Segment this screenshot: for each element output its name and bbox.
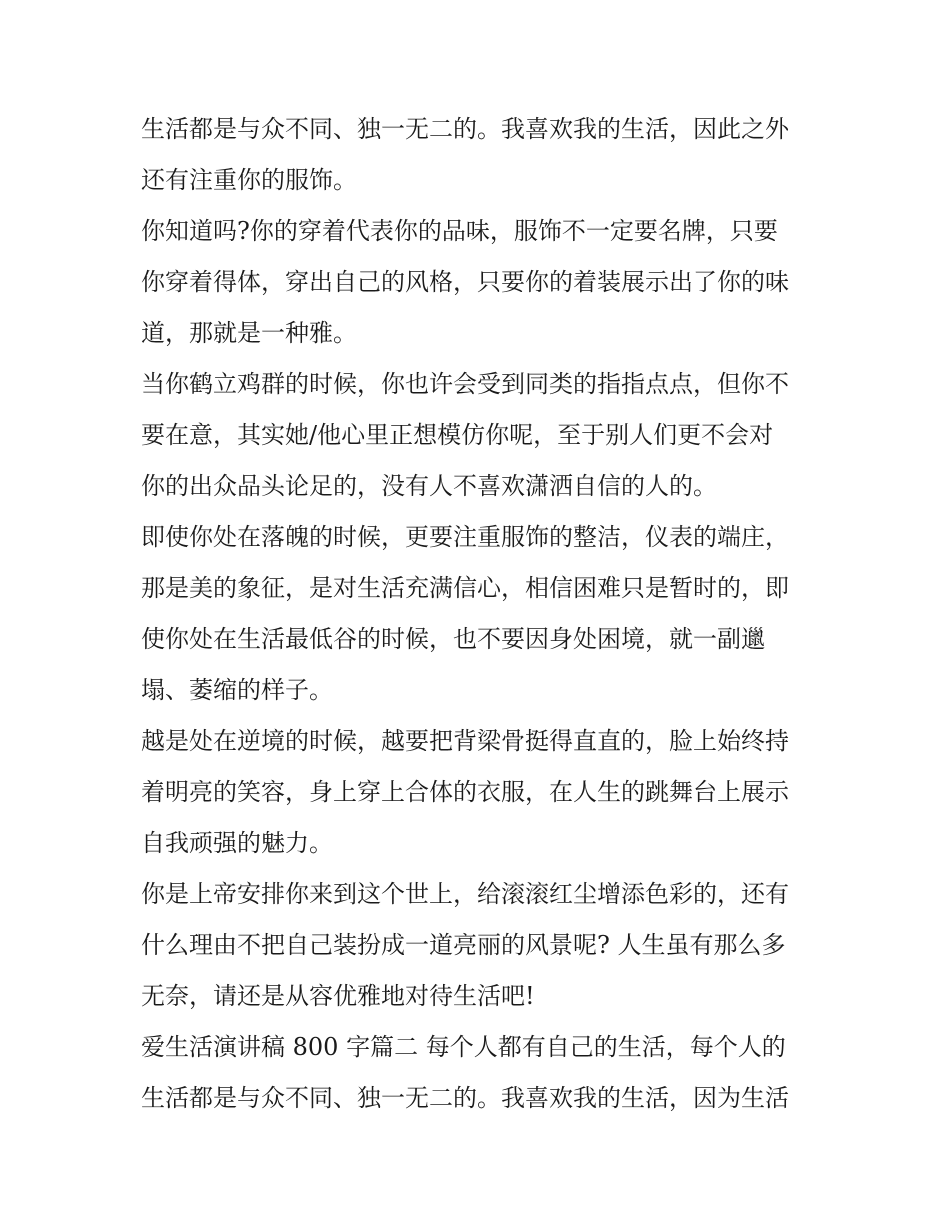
text-line: 还有注重你的服饰。 bbox=[141, 166, 357, 194]
text-line: 当你鹤立鸡群的时候，你也许会受到同类的指指点点，但你不 bbox=[141, 370, 789, 398]
text-line: 那是美的象征，是对生活充满信心，相信困难只是暂时的，即 bbox=[141, 574, 789, 602]
text-line: 要在意，其实她/他心里正想模仿你呢，至于别人们更不会对 bbox=[141, 421, 774, 449]
text-line: 越是处在逆境的时候，越要把背梁骨挺得直直的，脸上始终持 bbox=[141, 727, 789, 755]
text-line: 生活都是与众不同、独一无二的。我喜欢我的生活，因此之外 bbox=[141, 115, 789, 143]
text-line: 你是上帝安排你来到这个世上，给滚滚红尘增添色彩的，还有 bbox=[141, 880, 789, 908]
text-line: 你穿着得体，穿出自己的风格，只要你的着装展示出了你的味 bbox=[141, 268, 789, 296]
text-line: 你知道吗?你的穿着代表你的品味，服饰不一定要名牌，只要 bbox=[141, 217, 778, 245]
text-line: 你的出众品头论足的，没有人不喜欢潇洒自信的人的。 bbox=[141, 472, 717, 500]
text-line: 生活都是与众不同、独一无二的。我喜欢我的生活，因为生活 bbox=[141, 1084, 789, 1112]
text-line: 爱生活演讲稿 800 字篇二 每个人都有自己的生活，每个人的 bbox=[141, 1033, 786, 1061]
text-line: 着明亮的笑容，身上穿上合体的衣服，在人生的跳舞台上展示 bbox=[141, 778, 789, 806]
document-body bbox=[141, 104, 821, 1124]
text-line: 道，那就是一种雅。 bbox=[141, 319, 357, 347]
text-line: 即使你处在落魄的时候，更要注重服饰的整洁，仪表的端庄， bbox=[141, 523, 789, 551]
text-line: 自我顽强的魅力。 bbox=[141, 829, 333, 857]
text-line: 无奈，请还是从容优雅地对待生活吧! bbox=[141, 982, 535, 1010]
text-line: 什么理由不把自己装扮成一道亮丽的风景呢? 人生虽有那么多 bbox=[141, 931, 786, 959]
text-line: 塌、萎缩的样子。 bbox=[141, 676, 333, 704]
text-line: 使你处在生活最低谷的时候，也不要因身处困境，就一副邋 bbox=[141, 625, 765, 653]
